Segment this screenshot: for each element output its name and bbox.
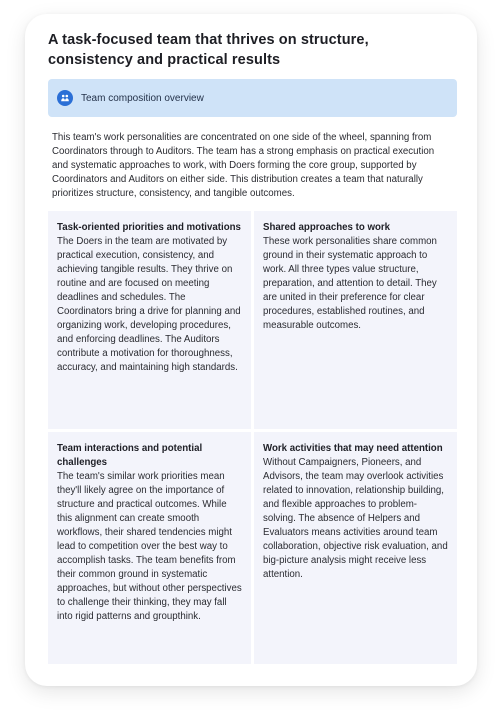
section-heading: Task-oriented priorities and motivations: [57, 222, 241, 233]
card-title: A task-focused team that thrives on structure, consistency and practical results: [48, 32, 369, 68]
team-composition-banner[interactable]: [48, 79, 457, 117]
section-body: These work personalities share common ground in their systematic approach to work. All three types value structure, preparation, and attention to detail. They are united in their preference for clear procedures, established routines, and measurable outcomes.: [263, 236, 437, 331]
section-shared-approaches: [254, 211, 457, 429]
section-team-interactions: [48, 432, 251, 664]
section-body: Without Campaigners, Pioneers, and Advisors, the team may overlook activities related to innovation, relationship building, and flexible approaches to problem-solving. The absence of Helpers and Evaluators means activities around team collaboration, objective risk evaluation, and big-picture analysis might receive less attention.: [263, 457, 448, 580]
section-heading: Shared approaches to work: [263, 222, 391, 233]
insight-grid: [48, 211, 457, 664]
team-composition-icon: [57, 90, 73, 106]
team-summary-card: [25, 14, 477, 686]
section-body: The team's similar work priorities mean they'll likely agree on the importance of structure and practical outcomes. While this alignment can create smooth workflows, their shared tendencies might lead to competition over the best way to accomplish tasks. The team benefits from their common ground in systematic approaches, but without other perspectives to challenge their thinking, they may fall into rigid patterns and groupthink.: [57, 471, 242, 622]
section-heading: Team interactions and potential challenges: [57, 443, 203, 468]
team-composition-glyph: [60, 93, 70, 103]
section-work-activities: [254, 432, 457, 664]
intro-paragraph: This team's work personalities are concentrated on one side of the wheel, spanning from Coordinators through to Auditors. The team has a strong emphasis on practical execution and systematic approaches to work, with Doers forming the core group, supported by Coordinators and Auditors on either side. This distribution creates a team that naturally prioritizes structure, consistency, and tangible outcomes.: [52, 132, 435, 199]
banner-label: Team composition overview: [81, 92, 204, 104]
section-heading: Work activities that may need attention: [263, 443, 443, 454]
section-body: The Doers in the team are motivated by practical execution, consistency, and achieving tangible results. They thrive on routine and are focused on meeting deadlines and schedules. The Coordinators bring a drive for planning and organizing work, developing procedures, and enforcing deadlines. The Auditors contribute a motivation for thoroughness, accuracy, and maintaining high standards.: [57, 236, 241, 373]
section-task-priorities: [48, 211, 251, 429]
